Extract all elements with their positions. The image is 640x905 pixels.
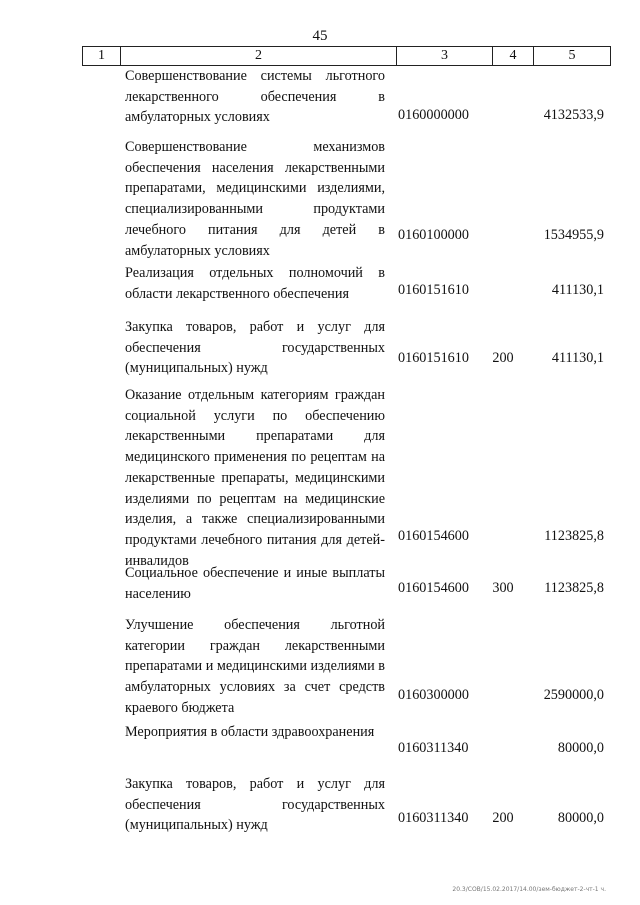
page-number: 45 [312,28,328,44]
row-amount: 80000,0 [557,740,604,756]
column-header-3: 3 [397,47,493,65]
row-amount: 1123825,8 [544,580,604,596]
row-code: 0160154600 [398,580,469,596]
row-code: 0160000000 [398,107,469,123]
row-name: Совершенствование механизмов обеспечения населения лекарственными препаратами, медицинскими изделиями, специализированными продуктами лечебного питания для детей в амбулаторных условиях [125,139,385,259]
column-header-2: 2 [121,47,397,65]
row-name: Улучшение обеспечения льготной категории граждан лекарственными препаратами и медицинскими изделиями в амбулаторных условиях за счет средств краевого бюджета [125,617,385,716]
table-row [0,774,640,834]
row-amount: 411130,1 [551,350,604,366]
table-row [0,263,640,300]
row-amount: 411130,1 [551,282,604,298]
row-code: 0160151610 [398,282,469,298]
row-type: 300 [492,580,514,596]
column-header-4: 4 [493,47,534,65]
row-name: Совершенствование системы льготного лекарственного обеспечения в амбулаторных условиях [125,68,385,126]
row-name: Мероприятия в области здравоохранения [125,724,375,740]
table-row [0,615,640,716]
table-row [0,385,640,569]
row-code: 0160100000 [398,227,469,243]
row-name: Социальное обеспечение и иные выплаты населению [125,565,385,602]
row-code: 0160154600 [398,528,469,544]
row-amount: 2590000,0 [543,687,604,703]
row-name: Реализация отдельных полномочий в области лекарственного обеспечения [125,265,385,302]
row-amount: 80000,0 [557,810,604,826]
row-name: Оказание отдельным категориям граждан социальной услуги по обеспечению лекарственными препаратами для медицинского применения по рецептам на лекарственные препараты, медицинскими изделиями по рецептам на медицинские изделия, а также специализированными продуктами лечебного питания для детей-инвалидов [125,387,385,569]
column-header-1: 1 [83,47,121,65]
row-amount: 1123825,8 [544,528,604,544]
row-amount: 4132533,9 [543,107,604,123]
row-code: 0160311340 [398,740,469,756]
table-row [0,563,640,602]
table-row [0,137,640,259]
table-row [0,722,640,758]
row-name: Закупка товаров, работ и услуг для обеспечения государственных (муниципальных) нужд [125,319,385,377]
row-code: 0160300000 [398,687,469,703]
row-code: 0160311340 [398,810,469,826]
column-header-5: 5 [568,48,576,63]
table-header-row [82,46,611,66]
document-footer-code: 20.3/СОВ/15.02.2017/14.00/зем-бюджет-2-чт-1 ч. [452,886,606,893]
table-row [0,66,640,125]
row-code: 0160151610 [398,350,469,366]
row-type: 200 [492,350,514,366]
row-type: 200 [492,810,514,826]
row-amount: 1534955,9 [543,227,604,243]
table-row [0,317,640,377]
row-name: Закупка товаров, работ и услуг для обеспечения государственных (муниципальных) нужд [125,776,385,834]
